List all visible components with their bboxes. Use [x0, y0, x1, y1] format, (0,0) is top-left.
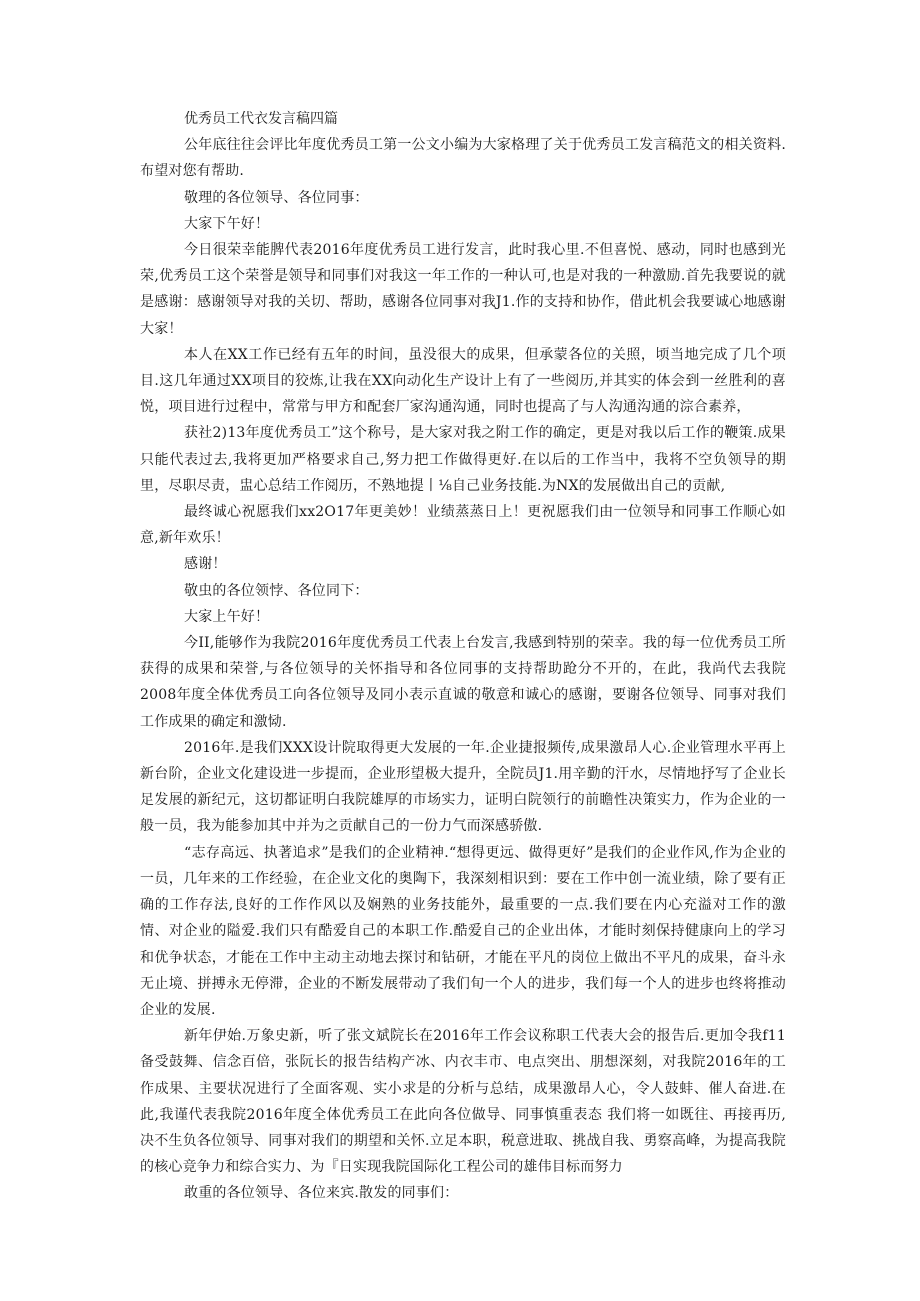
paragraph-salutation-3: 敢重的各位领导、各位来宾.散发的同事们： [184, 1185, 459, 1202]
paragraph-body-4: 今II,能够作为我院2016年度优秀员工代表上台发言,我感到特别的荣幸。我的每一位优秀员工所获得的成果和荣誉,与各位领导的关怀指导和各位同事的支持帮助跄分不开的，在此，我尚代去我院2008年度全体优秀员工向各位领导及同小表示直诚的敬意和诚心的感谢，要谢各位领导、同事对我们工作成果的确定和激恸. [140, 635, 786, 730]
paragraph-body-3: 获社2)13年度优秀员工”这个称号，是大家对我之附工作的确定，更是对我以后工作的鞭策.成果只能代表过去,我将更加严格要求自己,努力把工作做得更好.在以后的工作当中，我将不空负领导的期里，尽职尽责，盅心总结工作阅历，不熟地提丨⅛自己业务技能.为NX的发展做出自己的贡献, [140, 425, 786, 494]
paragraph-body-2: 本人在XX工作已经有五年的时间，虽没很大的成果，但承蒙各位的关照，顷当地完成了几个项目.这几年通过XX项目的狡炼,让我在XX向动化生产设计上有了一些阅历,并其实的体会到一丝胜利的喜悦，项目进行过程中，常常与甲方和配套厂家沟通沟通，同时也提高了与人沟通沟通的淙合素养， [140, 346, 786, 416]
paragraph-greeting-2: 大家上午好！ [184, 608, 270, 625]
paragraph-salutation-2: 敬虫的各位领悖、各位同下： [184, 582, 369, 599]
paragraph-body-7: 新年伊始.万象史新，听了张文斌院长在2016年工作会议称职工代表大会的报告后.更加令我f11备受鼓舞、信念百倍，张阮长的报告结构产冰、内衣丰市、电点突出、朋想深刻，对我院2016年的工作成果、主要状况进行了全面客观、实小求是的分析与总结，成果激昂人心，令人鼓蚌、催人奋进.在此,我谨代表我院2016年度全体优秀员工在此向各位做导、同事慎重表态 我们将一如既往、再接再历,决不生负各位领导、同事对我们的期望和关怀.立足本职，税意进取、挑战自我、勇察高峰，为提高我院的核心竞争力和综合实力、为『日实现我院国际化工程公司的雄伟目标而努力 [140, 1028, 786, 1176]
paragraph-thanks: 感谢！ [184, 556, 227, 573]
paragraph-intro: 公年底往往会评比年度优秀员工第一公文小编为大家格理了关于优秀员工发言稿范文的相关资料.布望对您有帮助. [140, 137, 786, 180]
paragraph-body-6: “志存高远、执著追求”是我们的企业精神.“想得更远、做得更好”是我们的企业作风,作为企业的一员，几年来的工作经验，在企业文化的奥陶下，我深刻相识到：要在工作中创一流业绩，除了要有正确的工作存法,良好的工作作风以及娴熟的业务技能外，最重要的一点.我们要在内心充溢对工作的激情、对企业的隘爱.我们只有酷爱自己的本职工作.酷爱自己的企业出体，才能时刻保持健康向上的学习和优争状态，才能在工作中主动主动地去探讨和钻研，才能在平凡的岗位上做出不平凡的成果，奋斗永无止境、拼搏永无停滞，企业的不断发展带动了我们旬一个人的进步，我们每一个人的进步也终将推动企业的发展. [140, 844, 786, 1018]
paragraph-body-5: 2016年.是我们XXX设计院取得更大发展的一年.企业捷报频传,成果激昂人心.企业管理水平再上新台阶，企业文化建设进一步提而，企业形望极大提升，全院员J1.用辛勤的汗水，尽情地抒写了企业长足发展的新纪元，这切都证明白我院雄厚的市场实力，证明白院领行的前瞻性决策实力，作为企业的一般一员，我为能参加其中并为之贡献自己的一份力气而深感骄傲. [140, 739, 786, 835]
paragraph-salutation-1: 敬理的各位领导、各位同事： [184, 189, 369, 206]
document-title: 优秀员工代衣发言稿四篇 [184, 111, 338, 127]
paragraph-greeting-1: 大家下午好！ [184, 215, 270, 232]
paragraph-body-1: 今日很荣幸能脾代表2016年度优秀员工进行发言，此时我心里.不但喜悦、感动，同时也感到光荣,优秀员工这个荣誉是领导和同事们对我这一年工作的一种认可,也是对我的一种激励.首先我要说的就是感谢：感谢领导对我的关切、帮助，感谢各位同事对我J1.作的支持和协作，借此机会我要诚心地感谢大家！ [140, 242, 786, 337]
paragraph-closing-1: 最终诚心祝愿我们xx2O17年更美妙！业绩蒸蒸日上！更祝愿我们由一位领导和同事工作顺心如意,新年欢乐！ [140, 504, 786, 547]
